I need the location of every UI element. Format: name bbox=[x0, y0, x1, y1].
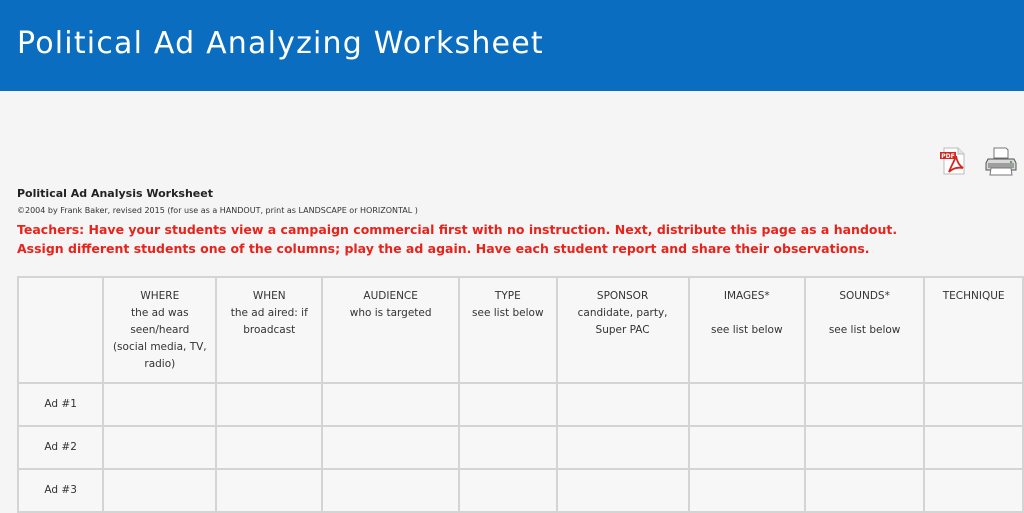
table-cell bbox=[459, 469, 556, 512]
spacer bbox=[806, 305, 923, 322]
teacher-instructions bbox=[17, 220, 1017, 258]
table-cell bbox=[805, 426, 924, 469]
column-description: the ad was bbox=[131, 307, 189, 319]
table-header-row bbox=[18, 277, 1023, 383]
header-cell-corner bbox=[18, 277, 103, 383]
table-cell bbox=[924, 383, 1023, 426]
column-heading: WHERE bbox=[140, 290, 180, 302]
analysis-table bbox=[17, 276, 1024, 513]
header-cell-audience bbox=[322, 277, 459, 383]
table-cell bbox=[216, 426, 322, 469]
teacher-instructions-line-1: Teachers: Have your students view a campaign commercial first with no instruction. Next, distribute this page as a handout. bbox=[17, 222, 898, 237]
table-cell bbox=[103, 469, 216, 512]
table-cell bbox=[103, 383, 216, 426]
page-banner bbox=[0, 0, 1024, 91]
page-title: Political Ad Analyzing Worksheet bbox=[17, 26, 544, 61]
table-row bbox=[18, 469, 1023, 512]
table-cell bbox=[216, 383, 322, 426]
table-row bbox=[18, 426, 1023, 469]
column-heading: IMAGES* bbox=[723, 290, 770, 302]
table-cell bbox=[557, 426, 689, 469]
table-cell bbox=[805, 383, 924, 426]
svg-text:PDF: PDF bbox=[941, 153, 955, 160]
table-cell bbox=[322, 426, 459, 469]
header-cell-sounds bbox=[805, 277, 924, 383]
table-cell bbox=[924, 469, 1023, 512]
column-description: candidate, party, bbox=[577, 307, 668, 319]
column-heading: AUDIENCE bbox=[363, 290, 418, 302]
header-cell-when bbox=[216, 277, 322, 383]
table-cell bbox=[557, 469, 689, 512]
document-title: Political Ad Analysis Worksheet bbox=[17, 187, 213, 200]
header-cell-sponsor bbox=[557, 277, 689, 383]
print-icon[interactable] bbox=[985, 145, 1017, 177]
row-label: Ad #1 bbox=[18, 383, 103, 426]
table-cell bbox=[557, 383, 689, 426]
header-cell-technique bbox=[924, 277, 1023, 383]
table-cell bbox=[216, 469, 322, 512]
table-cell bbox=[322, 383, 459, 426]
table-cell bbox=[103, 426, 216, 469]
table-cell bbox=[322, 469, 459, 512]
column-heading: SOUNDS* bbox=[839, 290, 890, 302]
column-description: seen/heard bbox=[130, 324, 190, 336]
row-label: Ad #2 bbox=[18, 426, 103, 469]
column-description: radio) bbox=[144, 358, 176, 370]
credit-line: ©2004 by Frank Baker, revised 2015 (for use as a HANDOUT, print as LANDSCAPE or HORIZONTAL ) bbox=[17, 206, 418, 215]
column-heading: SPONSOR bbox=[596, 290, 649, 302]
table-cell bbox=[459, 383, 556, 426]
header-cell-images bbox=[689, 277, 805, 383]
table-cell bbox=[924, 426, 1023, 469]
column-description: (social media, TV, bbox=[112, 341, 207, 353]
column-description: see list below bbox=[828, 324, 901, 336]
column-description: who is targeted bbox=[349, 307, 432, 319]
header-cell-where bbox=[103, 277, 216, 383]
column-description: broadcast bbox=[243, 324, 296, 336]
column-description: Super PAC bbox=[595, 324, 650, 336]
table-cell bbox=[805, 469, 924, 512]
table-cell bbox=[689, 469, 805, 512]
header-cell-type bbox=[459, 277, 556, 383]
column-heading: TYPE bbox=[494, 290, 521, 302]
teacher-instructions-line-2: Assign different students one of the columns; play the ad again. Have each student report and share their observations. bbox=[17, 241, 870, 256]
pdf-icon[interactable] bbox=[938, 146, 968, 176]
column-description: the ad aired: if bbox=[230, 307, 308, 319]
table-cell bbox=[459, 426, 556, 469]
column-description: see list below bbox=[472, 307, 544, 319]
table-cell bbox=[689, 426, 805, 469]
table-row bbox=[18, 383, 1023, 426]
column-heading: WHEN bbox=[252, 290, 286, 302]
spacer bbox=[690, 305, 804, 322]
column-heading: TECHNIQUE bbox=[942, 290, 1005, 302]
column-description: see list below bbox=[710, 324, 783, 336]
table-cell bbox=[689, 383, 805, 426]
row-label: Ad #3 bbox=[18, 469, 103, 512]
